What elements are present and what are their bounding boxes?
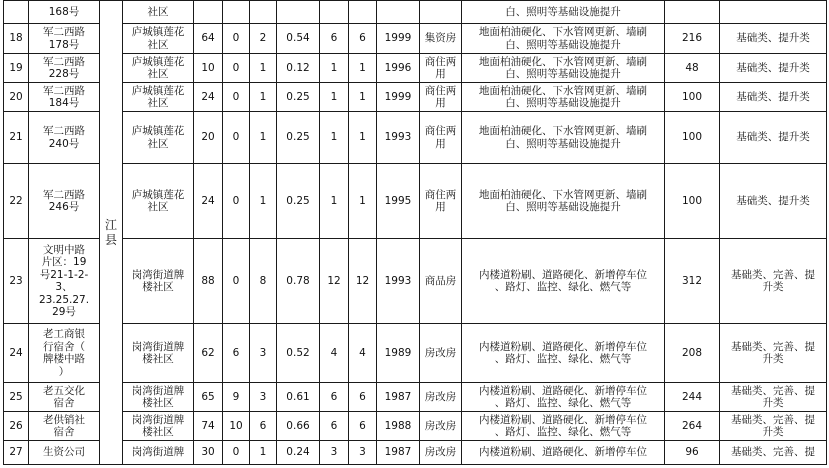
table-row [4,324,827,383]
category-cell [720,1,827,24]
year-cell: 1989 [377,324,420,383]
count-cell: 0 [223,164,250,239]
row-number-cell: 25 [4,383,29,412]
count-cell: 0 [223,112,250,164]
renovation-content-cell: 地面柏油硬化、下水管网更新、墙刷 白、照明等基础设施提升 [462,83,665,112]
investment-cell: 216 [665,24,720,54]
year-cell: 1993 [377,239,420,324]
investment-cell: 244 [665,383,720,412]
count-cell: 0 [223,441,250,465]
investment-cell: 48 [665,54,720,83]
community-cell: 庐城镇莲花 社区 [123,83,194,112]
count-cell: 0 [223,83,250,112]
year-cell: 1993 [377,112,420,164]
households-cell: 20 [194,112,223,164]
project-name-cell: 军二西路 246号 [29,164,100,239]
area-cell: 0.66 [277,412,320,441]
renovation-content-cell: 内楼道粉刷、道路硬化、新增停车位 、路灯、监控、绿化、燃气等 [462,239,665,324]
count-cell [250,1,277,24]
count-cell: 6 [349,383,377,412]
count-cell: 1 [320,112,349,164]
investment-cell: 208 [665,324,720,383]
row-number-cell: 18 [4,24,29,54]
community-cell: 庐城镇莲花 社区 [123,112,194,164]
count-cell: 1 [320,54,349,83]
table-row [4,441,827,465]
count-cell: 3 [349,441,377,465]
project-name-cell: 老五交化 宿舍 [29,383,100,412]
households-cell: 62 [194,324,223,383]
area-cell: 0.78 [277,239,320,324]
households-cell: 30 [194,441,223,465]
community-cell: 庐城镇莲花 社区 [123,164,194,239]
project-name-cell: 军二西路 240号 [29,112,100,164]
renovation-content-cell: 地面柏油硬化、下水管网更新、墙刷 白、照明等基础设施提升 [462,24,665,54]
year-cell: 1999 [377,24,420,54]
year-cell [377,1,420,24]
category-cell: 基础类、提升类 [720,54,827,83]
county-cell: 江 县 [100,1,123,465]
housing-type-cell: 房改房 [420,412,462,441]
row-number-cell: 27 [4,441,29,465]
count-cell: 0 [223,24,250,54]
community-cell: 庐城镇莲花 社区 [123,24,194,54]
investment-cell: 100 [665,112,720,164]
category-cell: 基础类、完善、提 升类 [720,239,827,324]
project-name-cell: 军二西路 178号 [29,24,100,54]
count-cell: 3 [250,324,277,383]
renovation-content-cell: 内楼道粉刷、道路硬化、新增停车位 、路灯、监控、绿化、燃气等 [462,383,665,412]
year-cell: 1999 [377,83,420,112]
count-cell: 1 [250,112,277,164]
count-cell: 6 [320,383,349,412]
row-number-cell: 24 [4,324,29,383]
investment-cell: 264 [665,412,720,441]
community-cell: 庐城镇莲花 社区 [123,54,194,83]
community-cell: 岗湾街道牌 楼社区 [123,239,194,324]
renovation-content-cell: 内楼道粉刷、道路硬化、新增停车位 、路灯、监控、绿化、燃气等 [462,412,665,441]
table-row [4,239,827,324]
households-cell: 88 [194,239,223,324]
households-cell: 24 [194,83,223,112]
count-cell: 12 [349,239,377,324]
count-cell: 12 [320,239,349,324]
category-cell: 基础类、完善、提 升类 [720,324,827,383]
row-number-cell: 22 [4,164,29,239]
project-name-cell: 老工商银 行宿舍（ 牌楼中路 ） [29,324,100,383]
households-cell [194,1,223,24]
count-cell: 1 [349,83,377,112]
category-cell: 基础类、完善、提 升类 [720,412,827,441]
count-cell: 1 [250,54,277,83]
area-cell: 0.54 [277,24,320,54]
housing-type-cell: 商住两 用 [420,54,462,83]
count-cell: 1 [349,112,377,164]
area-cell: 0.25 [277,83,320,112]
count-cell: 0 [223,54,250,83]
investment-cell: 100 [665,83,720,112]
households-cell: 65 [194,383,223,412]
table-row [4,24,827,54]
community-cell: 岗湾街道牌 [123,441,194,465]
row-number-cell: 20 [4,83,29,112]
renovation-content-cell: 内楼道粉刷、道路硬化、新增停车位 [462,441,665,465]
housing-type-cell: 集资房 [420,24,462,54]
investment-cell: 100 [665,164,720,239]
project-name-cell: 文明中路 片区：19 号21-1-2- 3、 23.25.27. 29号 [29,239,100,324]
households-cell: 10 [194,54,223,83]
count-cell: 6 [349,412,377,441]
community-cell: 岗湾街道牌 楼社区 [123,324,194,383]
community-cell: 社区 [123,1,194,24]
count-cell: 10 [223,412,250,441]
category-cell: 基础类、提升类 [720,112,827,164]
households-cell: 64 [194,24,223,54]
category-cell: 基础类、提升类 [720,24,827,54]
count-cell: 4 [320,324,349,383]
row-number-cell: 21 [4,112,29,164]
row-number-cell: 26 [4,412,29,441]
category-cell: 基础类、提升类 [720,164,827,239]
housing-type-cell: 房改房 [420,441,462,465]
count-cell: 6 [320,24,349,54]
table-row [4,83,827,112]
count-cell: 6 [349,24,377,54]
area-cell: 0.52 [277,324,320,383]
table-row [4,412,827,441]
category-cell: 基础类、完善、提 升类 [720,383,827,412]
renovation-content-cell: 地面柏油硬化、下水管网更新、墙刷 白、照明等基础设施提升 [462,112,665,164]
housing-type-cell: 商住两 用 [420,83,462,112]
housing-type-cell: 房改房 [420,324,462,383]
renovation-content-cell: 地面柏油硬化、下水管网更新、墙刷 白、照明等基础设施提升 [462,54,665,83]
area-cell [277,1,320,24]
investment-cell: 96 [665,441,720,465]
renovation-project-table [3,0,827,465]
households-cell: 74 [194,412,223,441]
count-cell [349,1,377,24]
table-row [4,54,827,83]
count-cell: 2 [250,24,277,54]
year-cell: 1988 [377,412,420,441]
investment-cell: 312 [665,239,720,324]
count-cell: 3 [320,441,349,465]
count-cell: 6 [250,412,277,441]
count-cell [320,1,349,24]
table-row [4,112,827,164]
count-cell: 6 [223,324,250,383]
area-cell: 0.12 [277,54,320,83]
area-cell: 0.61 [277,383,320,412]
year-cell: 1995 [377,164,420,239]
count-cell: 1 [320,83,349,112]
project-name-cell: 军二西路 228号 [29,54,100,83]
count-cell: 1 [349,164,377,239]
row-number-cell: 19 [4,54,29,83]
count-cell: 4 [349,324,377,383]
area-cell: 0.25 [277,164,320,239]
count-cell: 1 [349,54,377,83]
count-cell: 8 [250,239,277,324]
investment-cell [665,1,720,24]
housing-type-cell: 商住两 用 [420,164,462,239]
renovation-content-cell: 地面柏油硬化、下水管网更新、墙刷 白、照明等基础设施提升 [462,164,665,239]
count-cell: 6 [320,412,349,441]
count-cell [223,1,250,24]
count-cell: 1 [250,441,277,465]
project-name-cell: 168号 [29,1,100,24]
count-cell: 9 [223,383,250,412]
year-cell: 1987 [377,383,420,412]
households-cell: 24 [194,164,223,239]
row-number-cell: 23 [4,239,29,324]
area-cell: 0.24 [277,441,320,465]
count-cell: 3 [250,383,277,412]
count-cell: 0 [223,239,250,324]
project-name-cell: 老供销社 宿舍 [29,412,100,441]
table-row [4,164,827,239]
housing-type-cell: 商住两 用 [420,112,462,164]
community-cell: 岗湾街道牌 楼社区 [123,383,194,412]
community-cell: 岗湾街道牌 楼社区 [123,412,194,441]
renovation-content-cell: 内楼道粉刷、道路硬化、新增停车位 、路灯、监控、绿化、燃气等 [462,324,665,383]
table-row [4,1,827,24]
category-cell: 基础类、提升类 [720,83,827,112]
project-name-cell: 军二西路 184号 [29,83,100,112]
renovation-content-cell: 白、照明等基础设施提升 [462,1,665,24]
project-name-cell: 生资公司 [29,441,100,465]
category-cell: 基础类、完善、提 [720,441,827,465]
count-cell: 1 [320,164,349,239]
count-cell: 1 [250,83,277,112]
housing-type-cell: 房改房 [420,383,462,412]
housing-type-cell: 商品房 [420,239,462,324]
row-number-cell [4,1,29,24]
table-row [4,383,827,412]
year-cell: 1996 [377,54,420,83]
area-cell: 0.25 [277,112,320,164]
year-cell: 1987 [377,441,420,465]
housing-type-cell [420,1,462,24]
count-cell: 1 [250,164,277,239]
